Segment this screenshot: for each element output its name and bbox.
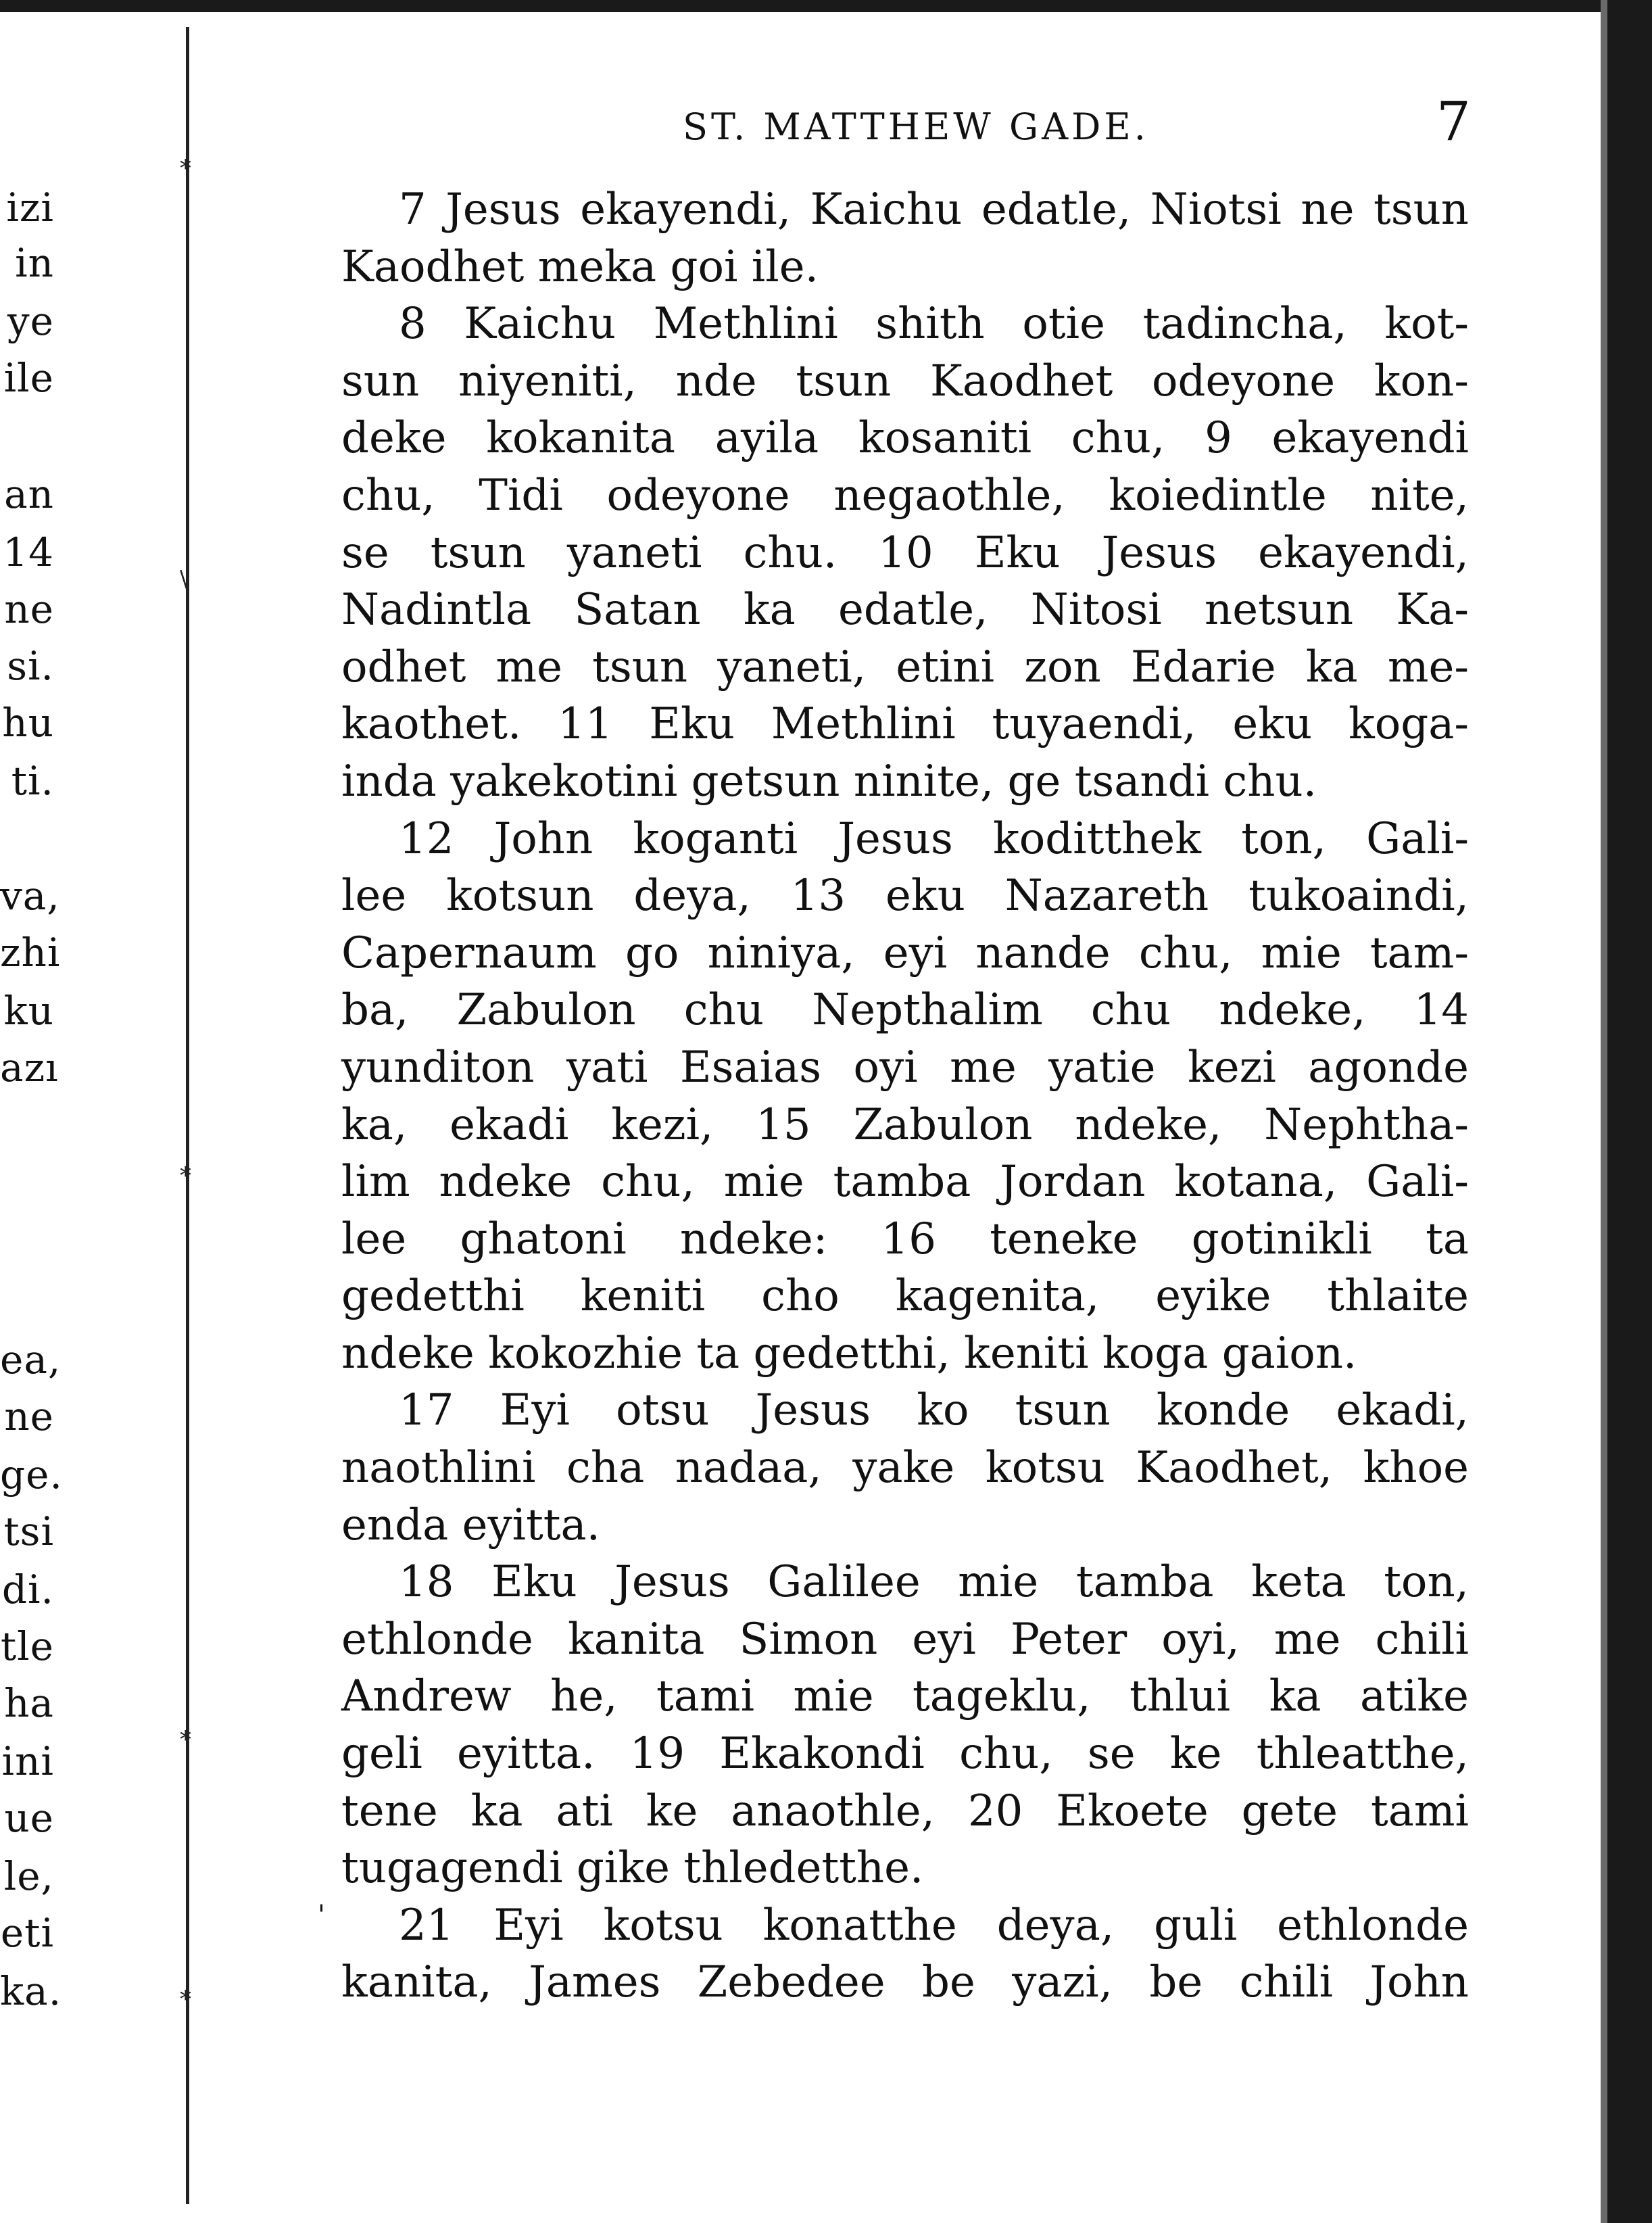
facing-page-fragment: tle — [0, 1623, 54, 1669]
text-line: chu, Tidi odeyone negaothle, koiedintle nite, — [341, 470, 1469, 521]
text-line: odhet me tsun yaneti, etini zon Edarie ka me- — [341, 642, 1469, 692]
text-line: ba, Zabulon chu Nepthalim chu ndeke, 14 — [341, 985, 1469, 1036]
facing-page-fragment: hu — [2, 700, 54, 746]
facing-page-fragment: ini — [1, 1738, 54, 1784]
facing-page-fragment: ti. — [11, 758, 54, 804]
page-number: 7 — [1436, 90, 1471, 153]
facing-page-fragment: ne — [4, 586, 54, 632]
gutter-thread-mark: * — [180, 155, 191, 182]
text-line: tugagendi gike thledetthe. — [341, 1843, 924, 1894]
text-line: se tsun yaneti chu. 10 Eku Jesus ekayendi, — [341, 527, 1469, 578]
facing-page-fragment: in — [15, 240, 54, 286]
facing-page-fragment: tsi — [3, 1508, 54, 1554]
gutter-thread-mark: * — [180, 1986, 191, 2013]
facing-page-fragment: izi — [6, 185, 54, 231]
text-line: kaothet. 11 Eku Methlini tuyaendi, eku koga- — [341, 699, 1469, 750]
text-line: 21 Eyi kotsu konatthe deya, guli ethlonde — [399, 1900, 1469, 1951]
text-line: 8 Kaichu Methlini shith otie tadincha, kot- — [399, 299, 1469, 350]
facing-page-fragment: di. — [1, 1567, 54, 1612]
text-line: lee ghatoni ndeke: 16 teneke gotinikli ta — [341, 1214, 1469, 1264]
page-header — [683, 105, 1467, 153]
text-line: geli eyitta. 19 Ekakondi chu, se ke thleatthe, — [341, 1729, 1469, 1779]
text-line: yunditon yati Esaias oyi me yatie kezi agonde — [341, 1042, 1469, 1093]
text-line: ndeke kokozhie ta gedetthi, keniti koga gaion. — [341, 1328, 1357, 1379]
facing-page-fragment: le, — [3, 1853, 54, 1899]
text-line: ka, ekadi kezi, 15 Zabulon ndeke, Nephtha- — [341, 1099, 1469, 1150]
scan-right-border — [1607, 0, 1652, 2223]
binding-gutter-line — [186, 27, 189, 2204]
facing-page-fragment: ka. — [0, 1968, 62, 2014]
text-line: Kaodhet meka goi ile. — [341, 241, 819, 292]
margin-speck: ' — [318, 1900, 325, 1931]
facing-page-fragment: eti — [0, 1910, 54, 1956]
text-line: 12 John koganti Jesus koditthek ton, Gali- — [399, 813, 1469, 864]
facing-page-fragment: ku — [3, 988, 54, 1034]
facing-page-fragments — [0, 0, 63, 2223]
text-line: Andrew he, tami mie tageklu, thlui ka atike — [341, 1671, 1469, 1722]
text-line: sun niyeniti, nde tsun Kaodhet odeyone kon- — [341, 356, 1469, 406]
text-line: kanita, James Zebedee be yazi, be chili John — [341, 1957, 1469, 2008]
gutter-thread-mark: \ — [180, 566, 188, 593]
facing-page-fragment: ue — [4, 1795, 54, 1841]
text-line: Capernaum go niniya, eyi nande chu, mie tam- — [341, 928, 1469, 978]
running-head: ST. MATTHEW GADE. — [683, 105, 1149, 148]
text-line: enda eyitta. — [341, 1500, 600, 1550]
text-line: Nadintla Satan ka edatle, Nitosi netsun Ka- — [341, 585, 1469, 636]
gutter-thread-mark: * — [180, 1726, 191, 1753]
text-line: tene ka ati ke anaothle, 20 Ekoete gete tami — [341, 1786, 1469, 1836]
text-line: ethlonde kanita Simon eyi Peter oyi, me chili — [341, 1614, 1469, 1665]
facing-page-fragment: zhi — [0, 930, 61, 976]
facing-page-fragment: azı — [0, 1045, 59, 1091]
facing-page-fragment: ne — [4, 1393, 54, 1439]
text-line: gedetthi keniti cho kagenita, eyike thlaite — [341, 1271, 1469, 1322]
text-line: naothlini cha nadaa, yake kotsu Kaodhet, khoe — [341, 1443, 1469, 1493]
facing-page-fragment: ea, — [0, 1337, 62, 1383]
facing-page-fragment: ye — [7, 298, 54, 344]
text-line: deke kokanita ayila kosaniti chu, 9 ekayendi — [341, 413, 1469, 464]
scan-top-border — [0, 0, 1652, 12]
text-line: 18 Eku Jesus Galilee mie tamba keta ton, — [399, 1557, 1469, 1608]
text-line: lee kotsun deya, 13 eku Nazareth tukoaindi, — [341, 871, 1469, 922]
scripture-text — [341, 181, 1469, 2011]
facing-page-fragment: va, — [0, 873, 60, 919]
facing-page-fragment: 14 — [3, 529, 54, 575]
text-line: 17 Eyi otsu Jesus ko tsun konde ekadi, — [399, 1385, 1469, 1436]
facing-page-fragment: an — [4, 471, 54, 517]
gutter-thread-mark: * — [180, 1162, 191, 1189]
facing-page-fragment: ile — [3, 355, 54, 401]
text-line: 7 Jesus ekayendi, Kaichu edatle, Niotsi ne tsun — [399, 185, 1469, 235]
facing-page-fragment: ha — [4, 1680, 54, 1726]
facing-page-fragment: ge. — [0, 1452, 63, 1498]
text-line: inda yakekotini getsun ninite, ge tsandi chu. — [341, 756, 1317, 807]
text-line: lim ndeke chu, mie tamba Jordan kotana, Gali- — [341, 1157, 1469, 1208]
facing-page-fragment: si. — [7, 643, 54, 689]
